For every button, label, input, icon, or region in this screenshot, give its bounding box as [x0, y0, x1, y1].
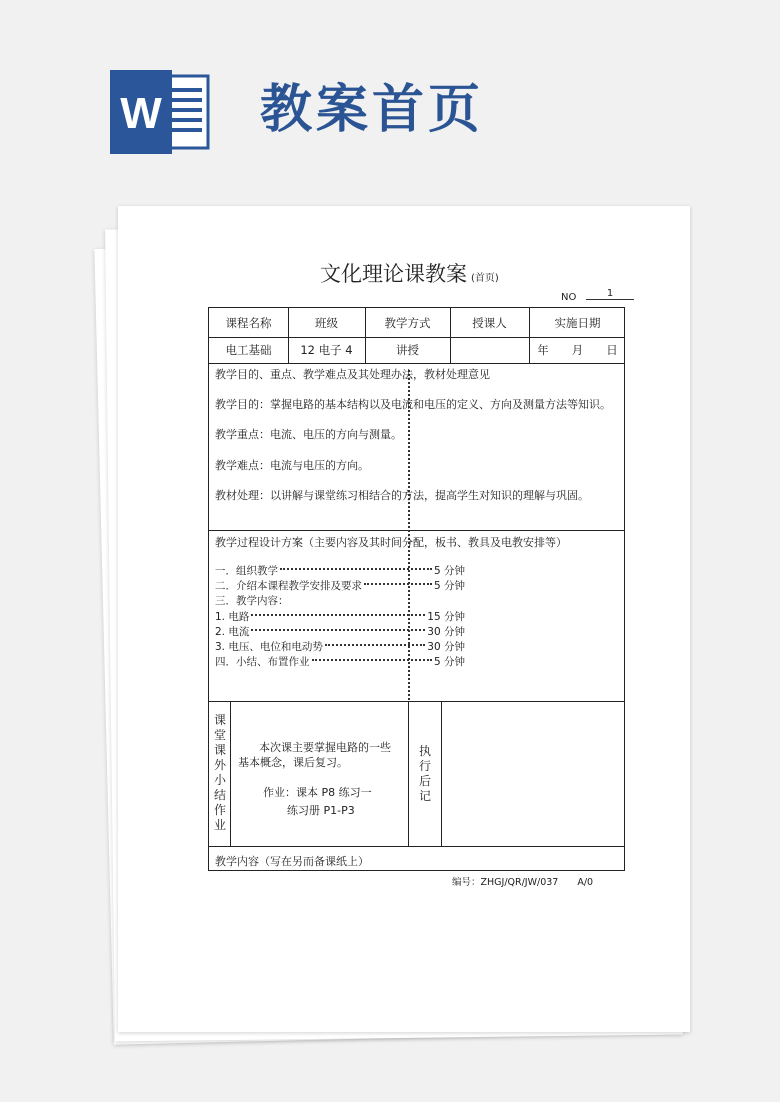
process-item: 四．小结、布置作业 5 分钟 [215, 655, 465, 668]
goal-line: 教学难点：电流与电压的方向。 [215, 459, 369, 472]
process-item: 一．组织教学 5 分钟 [215, 564, 465, 577]
summary-label: 课 堂 课 外 小 结 作 业 [213, 713, 226, 832]
table-rule [209, 846, 624, 847]
homework-text: 练习册 P1-P3 [287, 804, 355, 817]
lesson-plan-table [208, 307, 625, 871]
process-item: 3. 电压、电位和电动势 30 分钟 [215, 640, 465, 653]
exec-notes-label: 执 行 后 记 [418, 744, 431, 803]
homework-text: 作业：课本 P8 练习一 [263, 786, 372, 799]
word-document-icon [110, 70, 210, 154]
goals-heading: 教学目的、重点、教学难点及其处理办法，教材处理意见 [215, 368, 490, 381]
header-date: 实施日期 [554, 315, 601, 330]
table-rule [209, 701, 624, 702]
summary-text: 本次课主要掌握电路的一些 [259, 741, 391, 754]
number-value: 1 [586, 288, 634, 300]
process-item: 2. 电流 30 分钟 [215, 625, 465, 638]
process-item: 三．教学内容： [215, 594, 289, 607]
goal-line: 教学目的：掌握电路的基本结构以及电流和电压的定义、方向及测量方法等知识。 [215, 398, 611, 411]
header-teaching-method: 教学方式 [384, 315, 431, 330]
table-rule [441, 701, 442, 846]
date-value: 年 月 日 [537, 343, 618, 357]
method-value: 讲授 [396, 343, 419, 357]
process-item: 二．介绍本课程教学安排及要求 5 分钟 [215, 579, 465, 592]
goal-line: 教材处理：以讲解与课堂练习相结合的方法，提高学生对知识的理解与巩固。 [215, 489, 589, 502]
document-code: 编号：ZHGJ/QR/JW/037 A/0 [452, 877, 594, 888]
document-title-main: 文化理论课教案 [320, 262, 467, 286]
process-item: 1. 电路 15 分钟 [215, 610, 465, 623]
number-label: NO [561, 292, 577, 303]
table-rule [209, 530, 624, 531]
content-note: 教学内容（写在另而备课纸上） [215, 855, 369, 868]
class-value: 12 电子 4 [300, 343, 353, 357]
summary-text: 基本概念，课后复习。 [238, 756, 348, 769]
header-class: 班级 [315, 315, 338, 330]
table-rule [408, 701, 409, 846]
table-rule [209, 363, 624, 364]
process-heading: 教学过程设计方案（主要内容及其时间分配，板书、教具及电教安排等） [215, 536, 567, 549]
table-rule [230, 701, 231, 846]
teacher-value [450, 337, 529, 363]
document-title [320, 258, 499, 288]
svg-text:W: W [120, 89, 162, 138]
header-title: 教案首页 [260, 80, 485, 140]
document-title-suffix: (首页) [471, 273, 499, 284]
header-course-name: 课程名称 [225, 315, 272, 330]
course-value: 电工基础 [225, 343, 272, 357]
header-teacher: 授课人 [472, 315, 507, 330]
goal-line: 教学重点：电流、电压的方向与测量。 [215, 428, 402, 441]
